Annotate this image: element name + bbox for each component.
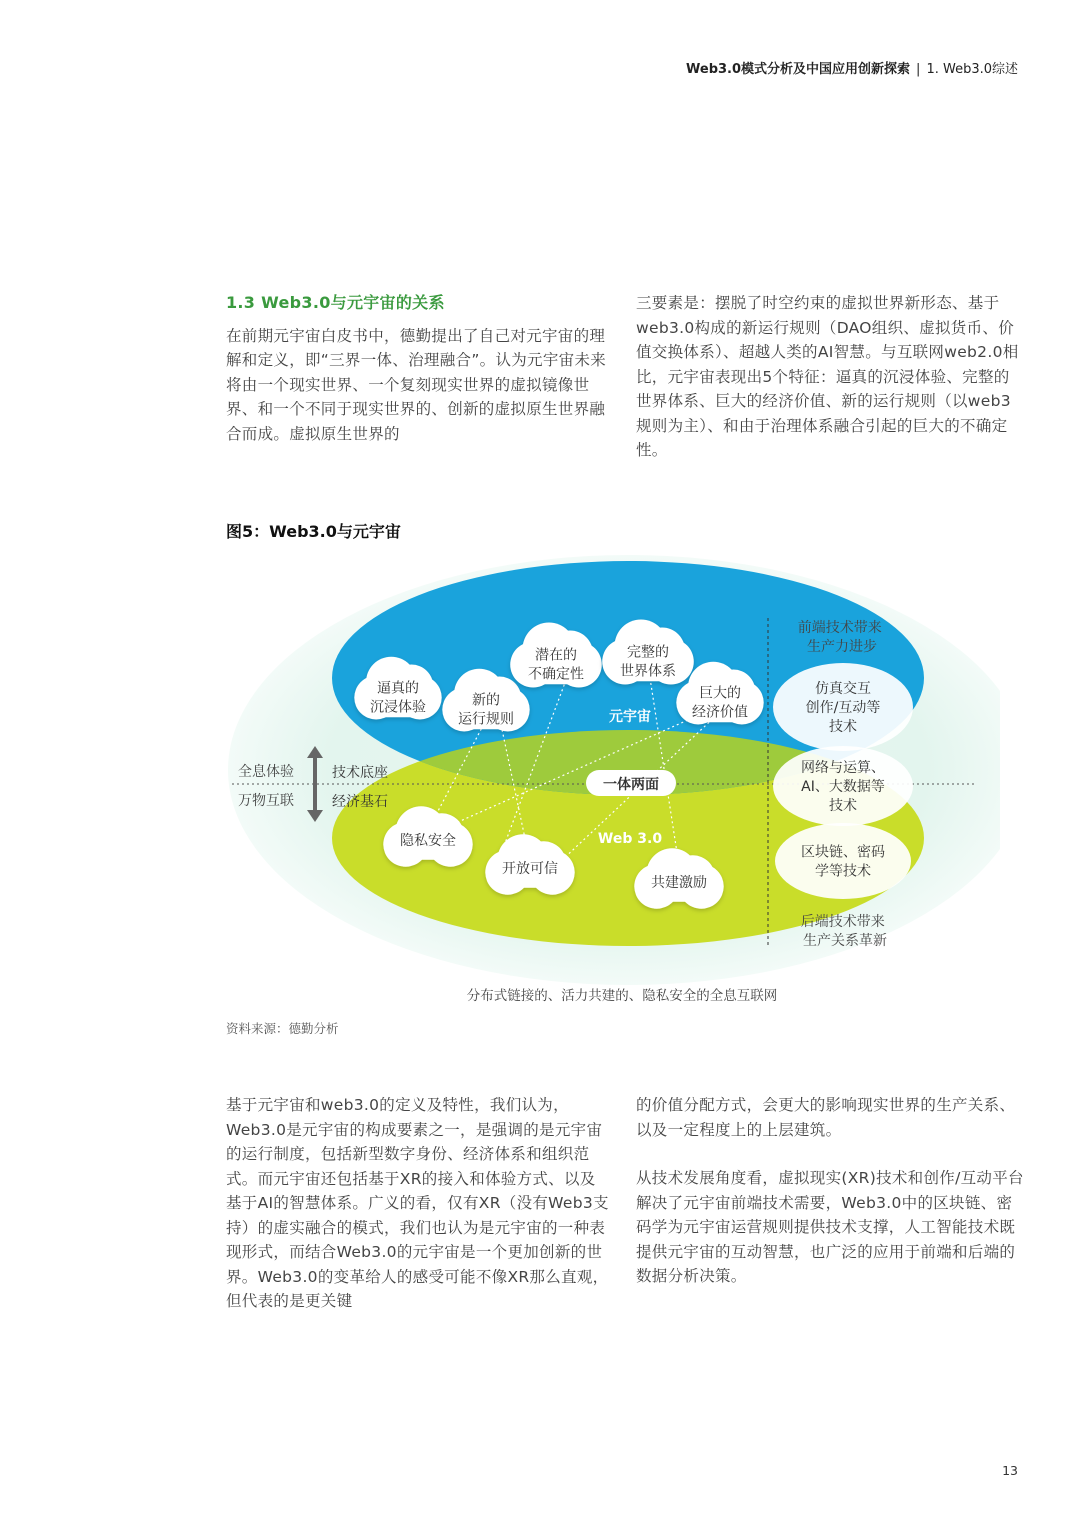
backend-caption-line: 后端技术带来: [800, 914, 885, 930]
figure-title: 图5：Web3.0与元宇宙: [226, 522, 401, 541]
tech-oval-shape: [775, 823, 911, 899]
web3-cloud-line: 隐私安全: [400, 833, 456, 849]
figure-caption: 分布式链接的、活力共建的、隐私安全的全息互联网: [466, 988, 778, 1004]
header-separator: |: [916, 62, 921, 77]
intro-left-paragraph: 在前期元宇宙白皮书中，德勤提出了自己对元宇宙的理解和定义，即“三界一体、治理融合”。认为元宇宙未来将由一个现实世界、一个复刻现实世界的虚拟镜像世界、和一个不同于现实世界的、创新的虚拟原生世界融合而成。虚拟原生世界的: [226, 326, 607, 443]
source-note: 资料来源：德勤分析: [226, 1021, 339, 1036]
feature-cloud-line: 运行规则: [458, 711, 514, 728]
tech-oval-line: 区块链、密码: [801, 844, 885, 861]
feature-cloud-line: 逼真的: [377, 680, 419, 697]
tech-oval-line: 创作/互动等: [805, 700, 881, 716]
web3-cloud-text: [502, 861, 558, 877]
intro-right-paragraph: 三要素是：摆脱了时空约束的虚拟世界新形态、基于web3.0构成的新运行规则（DAO组织、虚拟货币、价值交换体系）、超越人类的AI智慧。与互联网web2.0相比，元宇宙表现出5个特征：逼真的沉浸体验、完整的世界体系、巨大的经济价值、新的运行规则（以web3规则为主）、和由于治理体系融合引起的巨大的不确定性。: [636, 294, 1019, 459]
web3-cloud-text: [400, 832, 456, 849]
feature-cloud-line: 巨大的: [699, 685, 741, 702]
frontend-caption-line: 前端技术带来: [797, 620, 882, 636]
label-iot: 万物互联: [238, 793, 294, 809]
body-left-paragraph: 基于元宇宙和web3.0的定义及特性，我们认为，Web3.0是元宇宙的构成要素之一，是强调的是元宇宙的运行制度，包括新型数字身份、经济体系和组织范式。而元宇宙还包括基于XR的接入和体验方式、以及基于AI的智慧体系。广义的看，仅有XR（没有Web3支持）的虚实融合的模式，我们也认为是元宇宙的一种表现形式，而结合Web3.0的元宇宙是一个更加创新的世界。Web3.0的变革给人的感受可能不像XR那么直观，但代表的是更关键: [226, 1096, 609, 1310]
label-econ-base: 经济基石: [332, 794, 388, 810]
tech-ovals: [773, 663, 913, 899]
frontend-caption-line: 生产力进步: [807, 639, 877, 655]
center-label: 一体两面: [603, 777, 659, 793]
body-right-column: [636, 1093, 1024, 1289]
page-header: [686, 58, 1018, 77]
web3-cloud-line: 共建激励: [651, 875, 707, 891]
chapter-label: 1. Web3.0综述: [926, 62, 1018, 77]
tech-oval: [773, 663, 913, 751]
tech-oval: [773, 746, 913, 826]
body-right-paragraph-1: 的价值分配方式，会更大的影响现实世界的生产关系、以及一定程度上的上层建筑。: [636, 1096, 1016, 1139]
web3-label: Web 3.0: [597, 831, 663, 847]
feature-cloud-line: 潜在的: [535, 647, 577, 664]
tech-oval-line: 学等技术: [815, 863, 871, 880]
tech-oval-line: 网络与运算、: [801, 760, 885, 776]
tech-oval-line: AI、大数据等: [801, 779, 885, 795]
feature-cloud-line: 世界体系: [620, 663, 676, 680]
page-number: 13: [1002, 1463, 1018, 1478]
body-right-paragraph-2: 从技术发展角度看，虚拟现实(XR)技术和创作/互动平台解决了元宇宙前端技术需要，Web3.0中的区块链、密码学为元宇宙运营规则提供技术支撑，人工智能技术既提供元宇宙的互动智慧，也广泛的应用于前端和后端的数据分析决策。: [636, 1169, 1024, 1285]
tech-oval: [775, 823, 911, 899]
intro-left-column: [226, 291, 610, 446]
feature-cloud-line: 不确定性: [528, 666, 584, 683]
body-left-column: [226, 1093, 610, 1314]
intro-right-column: [636, 291, 1024, 463]
feature-cloud-line: 完整的: [627, 644, 669, 661]
report-title: Web3.0模式分析及中国应用创新探索: [686, 62, 911, 77]
tech-oval-line: 仿真交互: [815, 681, 871, 697]
web3-cloud-line: 开放可信: [502, 861, 558, 877]
backend-caption-line: 生产关系革新: [803, 933, 887, 949]
feature-cloud-line: 经济价值: [692, 704, 748, 721]
web3-metaverse-diagram: [200, 545, 1000, 1015]
section-title: 1.3 Web3.0与元宇宙的关系: [226, 293, 445, 312]
tech-oval-line: 技术: [829, 798, 857, 814]
tech-oval-line: 技术: [829, 719, 857, 735]
feature-cloud-line: 新的: [472, 692, 500, 709]
label-tech-base: 技术底座: [332, 765, 388, 781]
web3-cloud-text: [651, 874, 707, 891]
metaverse-label: 元宇宙: [609, 709, 651, 725]
feature-cloud-line: 沉浸体验: [370, 699, 426, 716]
label-holographic: 全息体验: [238, 764, 294, 780]
